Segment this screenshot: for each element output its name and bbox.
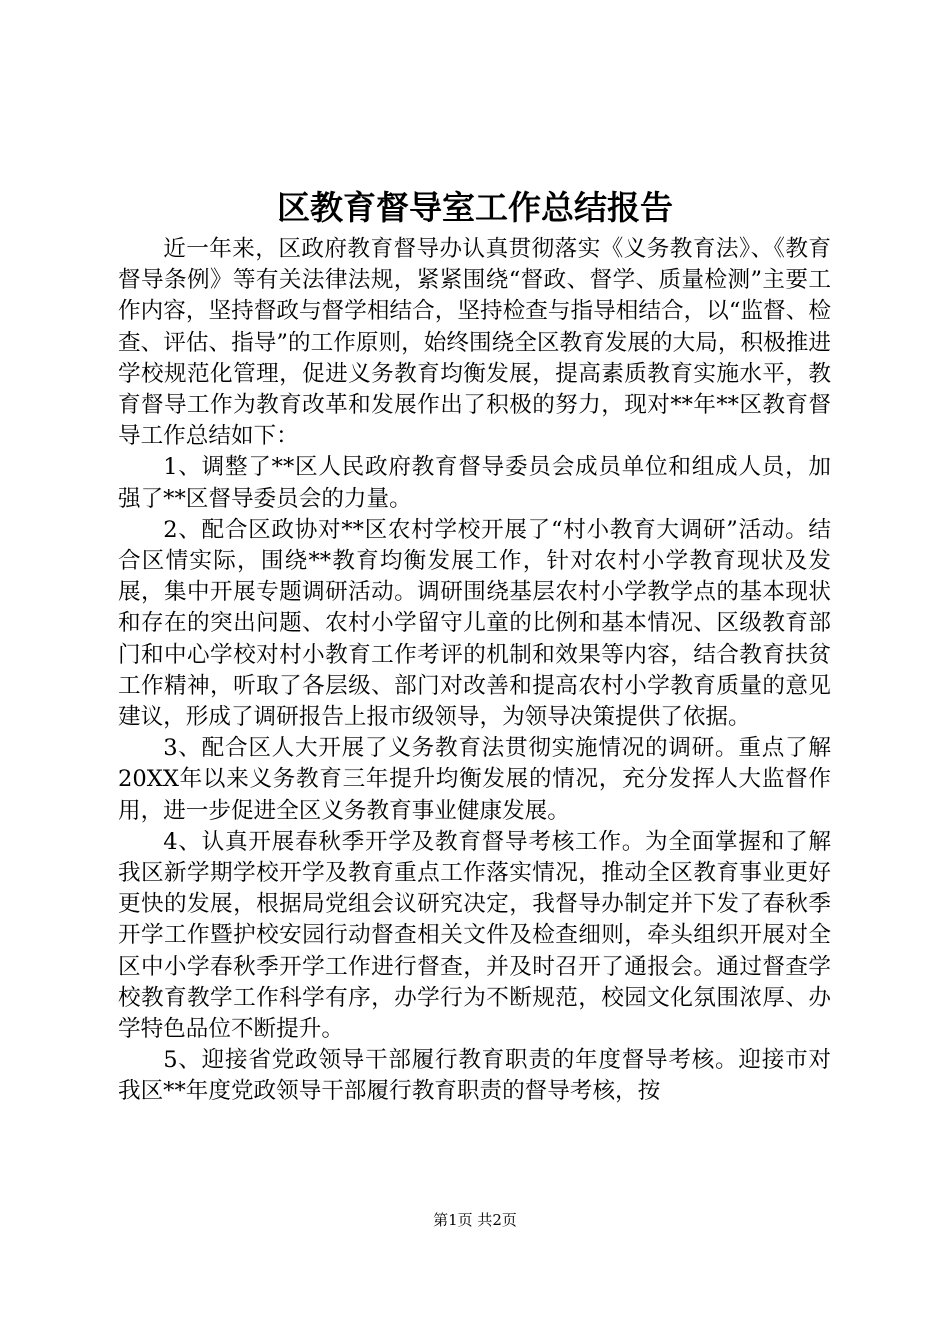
document-title: 区教育督导室工作总结报告	[277, 188, 673, 227]
page-number-footer: 第1页 共2页	[433, 1211, 517, 1229]
paragraph-item-3: 3、配合区人大开展了义务教育法贯彻实施情况的调研。重点了解20XX年以来义务教育三年提升均衡发展的情况，充分发挥人大监督作用，进一步促进全区义务教育事业健康发展。	[118, 735, 831, 824]
paragraph-intro: 近一年来，区政府教育督导办认真贯彻落实《义务教育法》、《教育督导条例》等有关法律法规，紧紧围绕“督政、督学、质量检测”主要工作内容，坚持督政与督学相结合，坚持检查与指导相结合，以“监督、检查、评估、指导”的工作原则，始终围绕全区教育发展的大局，积极推进学校规范化管理，促进义务教育均衡发展，提高素质教育实施水平，教育督导工作为教育改革和发展作出了积极的努力，现对**年**区教育督导工作总结如下：	[118, 236, 831, 450]
paragraph-item-5: 5、迎接省党政领导干部履行教育职责的年度督导考核。迎接市对我区**年度党政领导干部履行教育职责的督导考核，按	[118, 1047, 831, 1105]
document-body	[118, 234, 831, 1108]
paragraph-item-2: 2、配合区政协对**区农村学校开展了“村小教育大调研”活动。结合区情实际，围绕**教育均衡发展工作，针对农村小学教育现状及发展，集中开展专题调研活动。调研围绕基层农村小学教学点的基本现状和存在的突出问题、农村小学留守儿童的比例和基本情况、区级教育部门和中心学校对村小教育工作考评的机制和效果等内容，结合教育扶贫工作精神，听取了各层级、部门对改善和提高农村小学教育质量的意见建议，形成了调研报告上报市级领导，为领导决策提供了依据。	[118, 516, 831, 731]
paragraph-item-1: 1、调整了**区人民政府教育督导委员会成员单位和组成人员，加强了**区督导委员会的力量。	[118, 454, 831, 512]
paragraph-item-4: 4、认真开展春秋季开学及教育督导考核工作。为全面掌握和了解我区新学期学校开学及教育重点工作落实情况，推动全区教育事业更好更快的发展，根据局党组会议研究决定，我督导办制定并下发了春秋季开学工作暨护校安园行动督查相关文件及检查细则，牵头组织开展对全区中小学春秋季开学工作进行督查，并及时召开了通报会。通过督查学校教育教学工作科学有序，办学行为不断规范，校园文化氛围浓厚、办学特色品位不断提升。	[118, 828, 831, 1043]
